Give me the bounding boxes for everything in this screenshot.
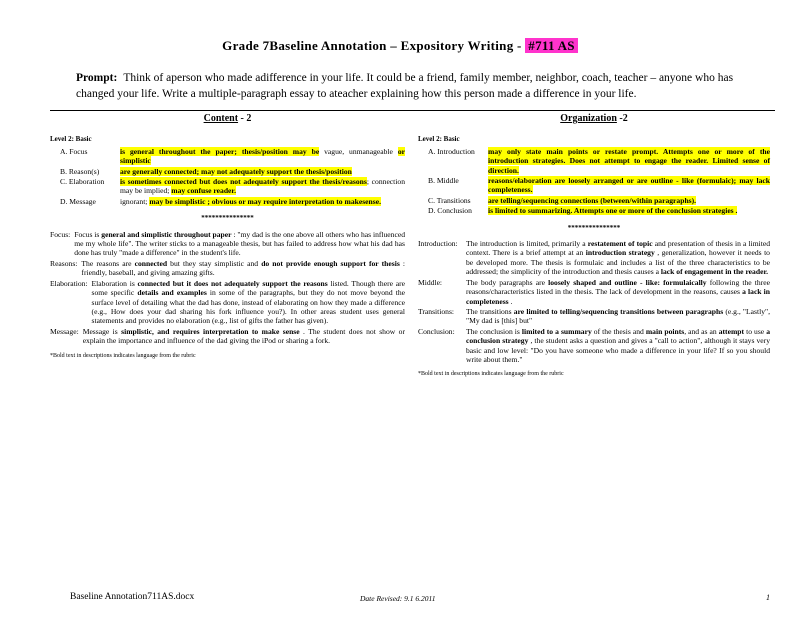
rubric-text <box>488 147 770 175</box>
annotation-label: Elaboration: <box>50 278 88 288</box>
rubric-hl: is sometimes connected but does not adequately support the thesis/reasons <box>120 177 367 187</box>
prompt-text: Think of aperson who made adifference in your life. It could be a friend, family member, neighbor, coach, teacher – anyone who has changed your life. Write a multiple-paragraph essay to ateacher explaining how this person made a difference in your life. <box>76 72 734 100</box>
annotation-part: The introduction is limited, primarily a <box>466 239 588 249</box>
annotation-part: general and simplistic throughout paper <box>101 229 232 239</box>
annotation-text <box>74 230 405 258</box>
rubric-row <box>50 147 405 166</box>
annotation-part: a lack in completeness <box>466 287 770 306</box>
annotation-text <box>466 278 770 306</box>
annotation-part: . The student does not show or explain the importance and influence of the dad giving the iPod or sharing a fork. <box>82 326 405 346</box>
annotation-text <box>466 307 770 326</box>
rubric-label: B. Reason(s) <box>60 166 100 176</box>
organization-annotations <box>418 239 770 364</box>
annotation-part: Focus is <box>74 229 102 239</box>
rubric-row <box>418 196 770 205</box>
rubric-label: C. Elaboration <box>60 177 105 187</box>
organization-column <box>418 114 770 380</box>
annotation-part: main points <box>645 326 685 336</box>
annotation-part: following the three reasons/characteristics listed in the thesis. The lack of development in the reasons, causes <box>466 277 770 297</box>
annotation-part: of the thesis and <box>591 326 646 336</box>
annotation-part: connected <box>134 258 168 268</box>
rubric-hl2: may be simplistic ; obvious or may require interpretation to makesense. <box>149 196 381 206</box>
annotation-part: restatement of topic <box>587 239 653 249</box>
annotation-part: a conclusion strategy <box>466 326 771 346</box>
annotation-entry <box>418 278 770 306</box>
annotation-part: : "my dad is the one above all others who has influenced me my whole life". The writer sticks to a manageable thesis, but has failed to address how what his dad has done has truly "made a difference" in the student's life. <box>74 229 406 258</box>
annotation-text <box>466 239 770 277</box>
rubric-text <box>488 176 770 195</box>
rubric-label: B. Middle <box>428 176 459 186</box>
rubric-hl: is general throughout the paper; thesis/position may be <box>120 146 320 156</box>
rubric-hl: are generally connected; may not adequately support the thesis/position <box>120 166 352 176</box>
rubric-text <box>120 167 405 176</box>
annotation-part: limited to a summary <box>521 326 592 336</box>
annotation-part: . <box>508 296 513 306</box>
annotation-label: Middle: <box>418 277 443 287</box>
rubric-text <box>488 206 770 215</box>
organization-level: Level 2: Basic <box>418 135 460 144</box>
annotation-part: listed. Though there are some specific <box>91 278 405 298</box>
annotation-part: do not provide enough support for thesis <box>261 258 400 268</box>
annotation-part: to use <box>744 326 767 336</box>
annotation-entry <box>50 279 405 326</box>
annotation-part: simplistic, and requires interpretation to make sense <box>121 326 300 336</box>
document-title <box>0 38 800 54</box>
footer-filename: Baseline Annotation711AS.docx <box>70 592 195 602</box>
prompt-label: Prompt: <box>76 72 118 84</box>
footer-date: Date Revised: 9.1 6.2011 <box>360 594 436 603</box>
annotation-part: : friendly, baseball, and giving amazing gifts. <box>81 258 405 278</box>
rubric-row <box>418 147 770 175</box>
annotation-entry <box>50 259 405 278</box>
rubric-hl: are telling/sequencing connections (between/within paragraphs). <box>488 195 697 205</box>
annotation-part: loosely shaped and outline - like: formulaically <box>548 277 707 287</box>
annotation-label: Focus: <box>50 229 71 239</box>
annotation-part: lack of engagement in the reader. <box>660 267 769 277</box>
organization-stars: *************** <box>567 223 621 232</box>
rubric-label: A. Focus <box>60 146 88 156</box>
annotation-part: are limited to telling/sequencing transitions between paragraphs <box>513 306 724 316</box>
content-rubric <box>50 147 405 206</box>
rubric-hl: is limited to summarizing. Attempts one or more of the conclusion strategies . <box>488 206 738 216</box>
rubric-text <box>120 177 405 196</box>
annotation-label: Introduction: <box>418 239 458 249</box>
content-heading: Content - 2 <box>203 113 252 124</box>
annotation-text <box>92 279 405 326</box>
annotation-part: , the student asks a question and gives a "call to action", although it stays very basic and low level: "Do you have someone who made a difference in your life? If so you should write about them." <box>466 336 770 364</box>
annotation-part: (e.g., "Lastly", "My dad is [this] but" <box>466 306 770 326</box>
annotation-part: but they stay simplistic and <box>167 258 262 268</box>
prompt <box>76 70 736 102</box>
annotation-part: The body paragraphs are <box>466 277 549 287</box>
rubric-text <box>120 147 405 166</box>
rubric-hl2: or simplistic <box>120 146 405 166</box>
rubric-text <box>120 197 405 206</box>
divider <box>50 110 775 111</box>
annotation-part: introduction strategy <box>585 248 655 258</box>
annotation-part: details and examples <box>137 288 207 298</box>
rubric-label: A. Introduction <box>428 146 475 156</box>
annotation-part: Elaboration is <box>91 278 138 288</box>
footer-page-number: 1 <box>766 593 770 602</box>
annotation-entry <box>418 307 770 326</box>
annotation-part: Message is <box>82 326 122 336</box>
content-level: Level 2: Basic <box>50 135 92 144</box>
organization-heading: Organization -2 <box>560 113 628 124</box>
content-annotations <box>50 230 405 346</box>
annotation-part: attempt <box>718 326 745 336</box>
rubric-rest: ; connection may be implied; <box>120 177 405 196</box>
annotation-text <box>83 327 405 346</box>
annotation-part: , and as an <box>684 326 719 336</box>
rubric-label: C. Transitions <box>428 195 471 205</box>
annotation-part: The reasons are <box>81 258 135 268</box>
annotation-text <box>81 259 405 278</box>
annotation-label: Transitions: <box>418 306 455 316</box>
organization-note: *Bold text in descriptions indicates language from the rubric <box>418 371 564 378</box>
annotation-entry <box>418 239 770 277</box>
content-column <box>50 114 405 361</box>
annotation-part: , generalization, however it needs to be developed more. The thesis is formulaic and includes a list of the three characteristics to be addressed; the simplicity of the introduction and thesis causes a <box>466 248 770 277</box>
annotation-part: and presentation of thesis in a limited context. There is a brief attempt at an <box>466 239 771 258</box>
annotation-entry <box>50 327 405 346</box>
rubric-hl2: may confuse reader. <box>171 186 237 196</box>
rubric-row <box>418 206 770 215</box>
content-stars: *************** <box>201 214 254 223</box>
title-main: Grade 7Baseline Annotation – Expository Writing - <box>222 38 522 53</box>
organization-rubric <box>418 147 770 216</box>
annotation-entry <box>418 327 770 365</box>
rubric-label: D. Conclusion <box>428 206 472 216</box>
rubric-label: D. Message <box>60 196 96 206</box>
rubric-hl: may only state main points or restate prompt. Attempts one or more of the introduction strategies. Does not attempt to engage the reader. Limited sense of direction. <box>488 146 770 175</box>
rubric-row <box>418 176 770 195</box>
rubric-hl: reasons/elaboration are loosely arranged or are outline - like (formulaic); may lack completeness. <box>488 176 770 195</box>
annotation-label: Conclusion: <box>418 326 455 336</box>
rubric-row <box>50 177 405 196</box>
annotation-part: connected but it does not adequately support the reasons <box>137 278 328 288</box>
rubric-rest: ignorant; <box>120 196 150 206</box>
annotation-label: Reasons: <box>50 258 78 268</box>
rubric-row <box>50 197 405 206</box>
annotation-text <box>466 327 770 365</box>
annotation-part: The conclusion is <box>466 326 522 336</box>
annotation-label: Message: <box>50 326 79 336</box>
title-highlight: #711 AS <box>525 38 578 53</box>
rubric-row <box>50 167 405 176</box>
annotation-part: in some of the paragraphs, but they do not move beyond the surface level of detailing what the dad has done, instead of elaborating on how they made a difference (e.g., How does your dad sharing his fork influence you?). In other areas student uses general statements and provides no elaboration (e.g., list of gifts the father has given). <box>91 288 405 326</box>
content-note: *Bold text in descriptions indicates language from the rubric <box>50 352 196 359</box>
annotation-entry <box>50 230 405 258</box>
rubric-rest: vague, unmanageable <box>319 146 398 156</box>
annotation-part: The transitions <box>466 306 514 316</box>
rubric-text <box>488 196 770 205</box>
